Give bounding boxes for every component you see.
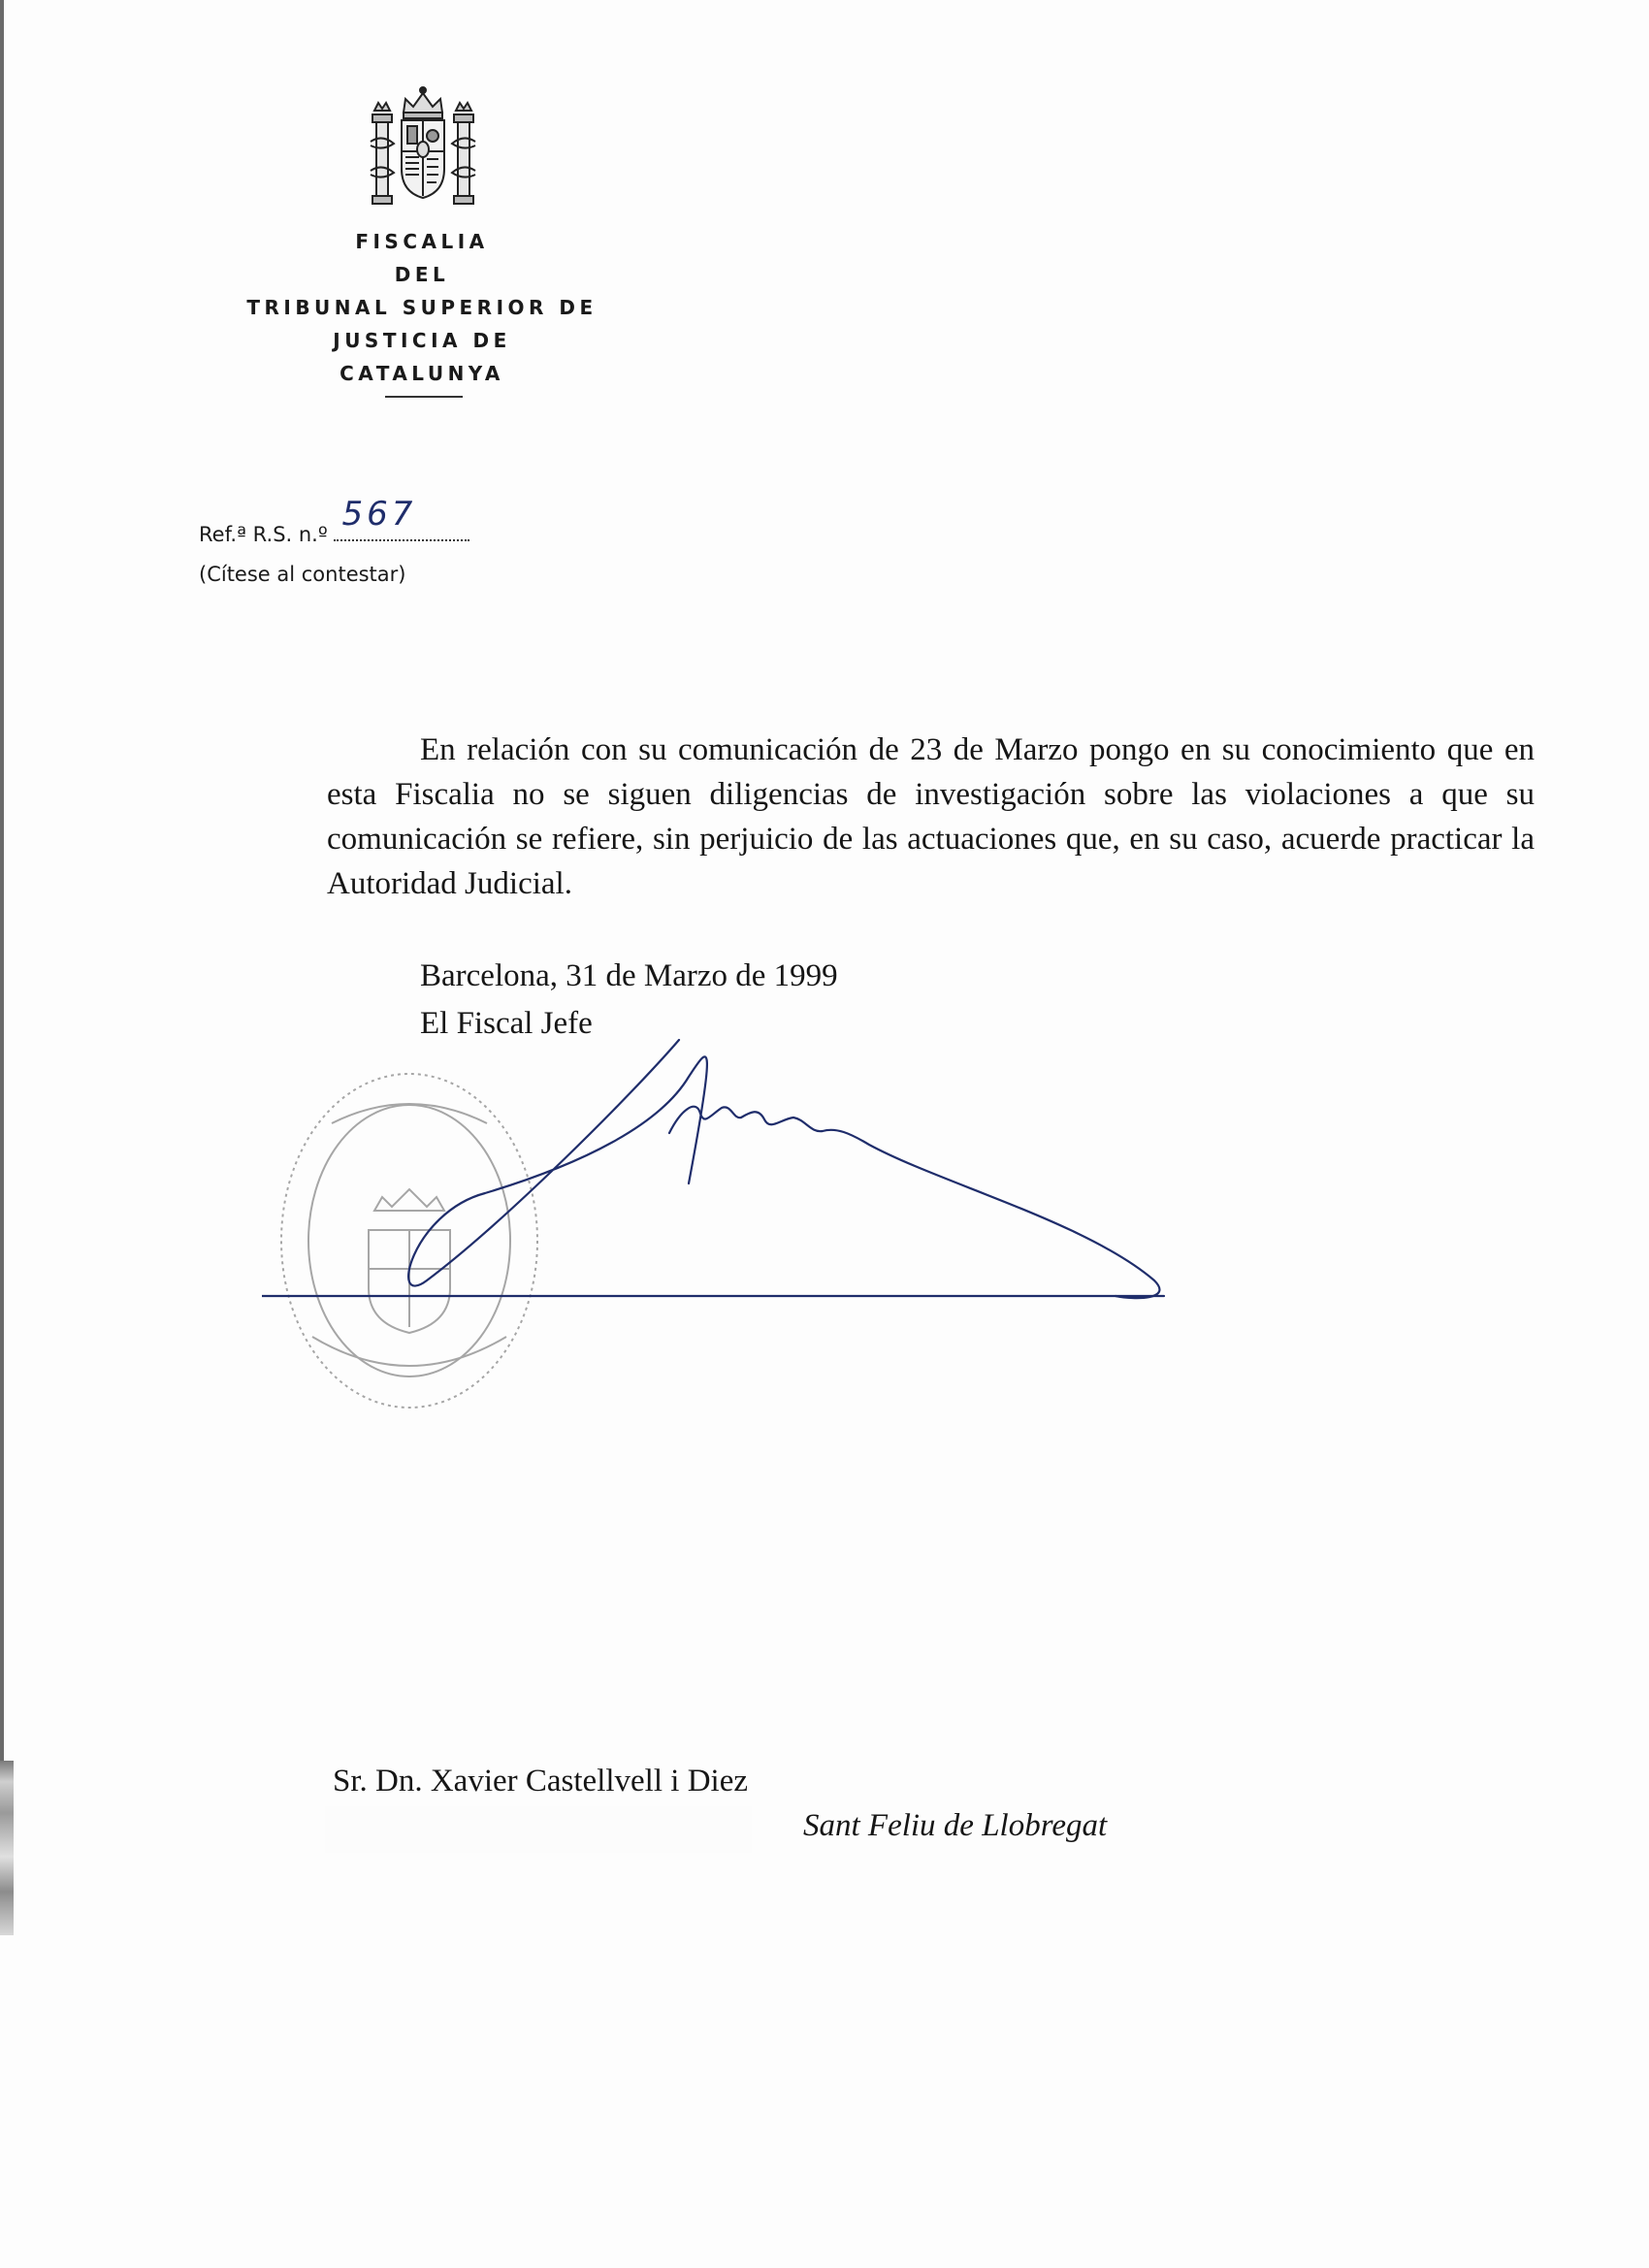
- place-date: Barcelona, 31 de Marzo de 1999: [420, 958, 838, 993]
- institution-name: [194, 225, 650, 390]
- institution-line: CATALUNYA: [340, 362, 504, 385]
- reference-label: Ref.ª R.S. n.º: [199, 523, 328, 546]
- redacted-address: [325, 1806, 752, 1853]
- signatory-title: El Fiscal Jefe: [420, 1006, 593, 1041]
- recipient-name: Sr. Dn. Xavier Castellvell i Diez: [333, 1764, 748, 1798]
- institution-line: DEL: [394, 263, 450, 286]
- institution-line: TRIBUNAL SUPERIOR DE: [246, 296, 598, 319]
- reference-note: (Cítese al contestar): [199, 563, 406, 586]
- recipient-city: Sant Feliu de Llobregat: [803, 1808, 1108, 1843]
- letter-body: En relación con su comunicación de 23 de Marzo pongo en su conocimiento que en esta Fiscalia no se siguen diligencias de investigación sobre las violaciones a que su comunicación se refiere, sin perjuicio de las actuaciones que, en su caso, acuerde practicar la Autoridad Judicial.: [327, 732, 1535, 901]
- handwritten-signature-icon: [262, 1019, 1174, 1339]
- institution-line: JUSTICIA DE: [333, 329, 511, 352]
- reference-dotted-field: [334, 495, 469, 541]
- reference-line: [199, 495, 469, 546]
- scan-edge-strip: [0, 1761, 14, 1935]
- scan-edge-shadow: [0, 0, 4, 1785]
- header-divider: [385, 396, 463, 398]
- coat-of-arms-icon: [367, 83, 479, 210]
- institution-line: FISCALIA: [355, 230, 489, 253]
- reference-number: 567: [341, 495, 417, 534]
